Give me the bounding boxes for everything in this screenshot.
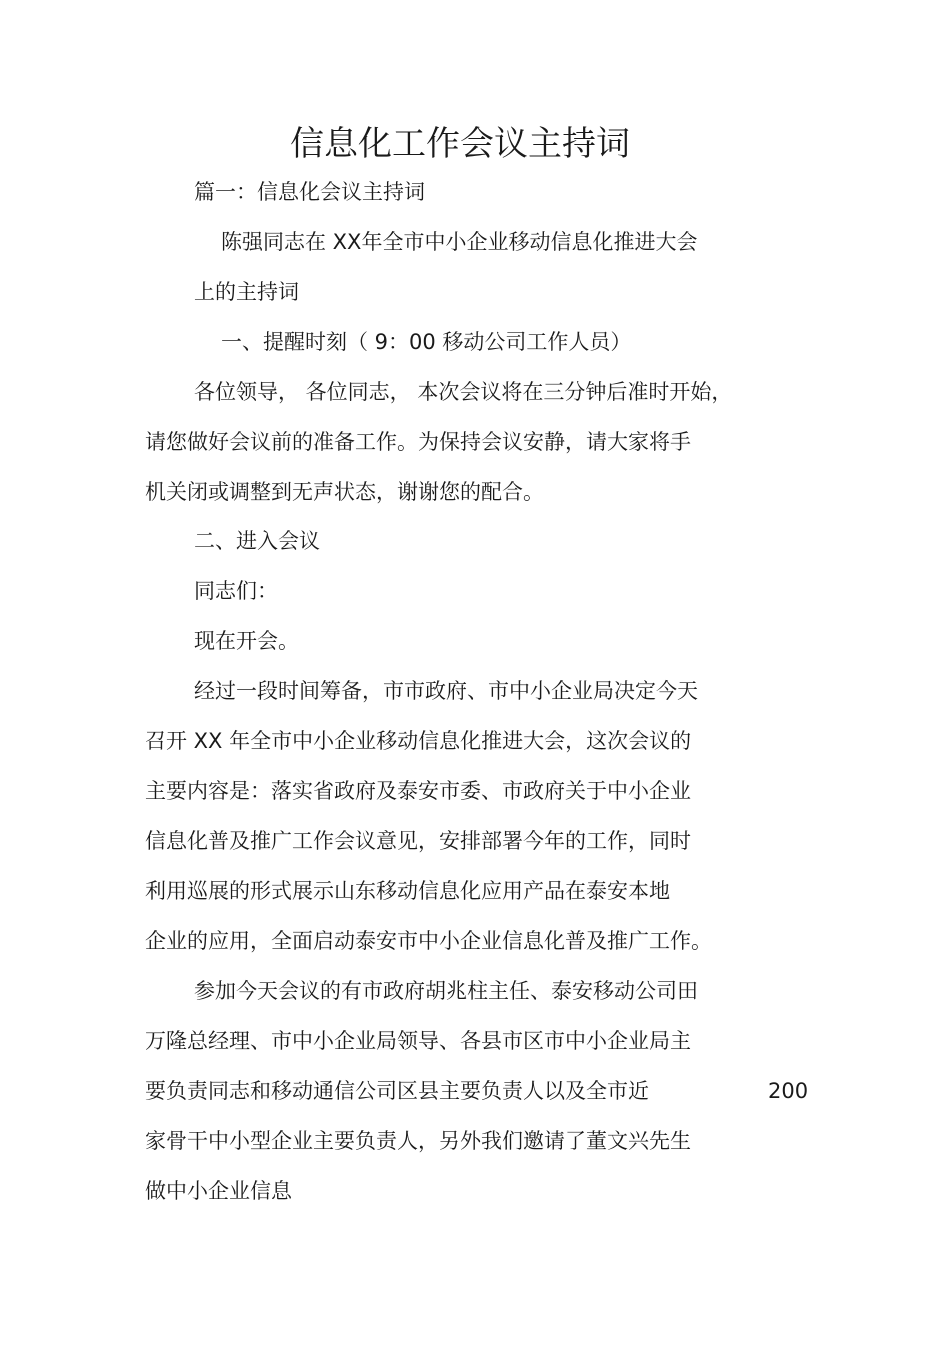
speech-title-line: 陈强同志在 XX年全市中小企业移动信息化推进大会 xyxy=(221,230,698,254)
section-heading: 篇一：信息化会议主持词 xyxy=(194,180,425,204)
subsection-heading: 二、进入会议 xyxy=(194,529,320,553)
paragraph-line: 利用巡展的形式展示山东移动信息化应用产品在泰安本地 xyxy=(145,879,670,903)
paragraph-line: 请您做好会议前的准备工作。为保持会议安静，请大家将手 xyxy=(145,430,691,454)
paragraph-line: 机关闭或调整到无声状态，谢谢您的配合。 xyxy=(145,480,544,504)
paragraph-line: 主要内容是：落实省政府及泰安市委、市政府关于中小企业 xyxy=(145,779,691,803)
paragraph-line: 信息化普及推广工作会议意见，安排部署今年的工作，同时 xyxy=(145,829,691,853)
paragraph-line: 现在开会。 xyxy=(194,629,299,653)
paragraph-line: 各位领导， 各位同志， 本次会议将在三分钟后准时开始， xyxy=(194,380,733,404)
paragraph-line: 同志们： xyxy=(194,579,278,603)
speech-title-line: 上的主持词 xyxy=(194,280,299,304)
paragraph-line: 企业的应用，全面启动泰安市中小企业信息化普及推广工作。 xyxy=(145,929,712,953)
paragraph-line: 万隆总经理、市中小企业局领导、各县市区市中小企业局主 xyxy=(145,1029,691,1053)
paragraph-line: 召开 XX 年全市中小企业移动信息化推进大会，这次会议的 xyxy=(145,729,692,753)
number-200: 200 xyxy=(768,1079,809,1103)
subsection-heading: 一、提醒时刻（ 9：00 移动公司工作人员） xyxy=(221,330,632,354)
paragraph-line: 家骨干中小型企业主要负责人，另外我们邀请了董文兴先生 xyxy=(145,1129,691,1153)
paragraph-line: 做中小企业信息 xyxy=(145,1179,292,1203)
document-title: 信息化工作会议主持词 xyxy=(290,124,630,164)
paragraph-line: 参加今天会议的有市政府胡兆柱主任、泰安移动公司田 xyxy=(194,979,698,1003)
paragraph-line: 经过一段时间筹备，市市政府、市中小企业局决定今天 xyxy=(194,679,698,703)
paragraph-line: 要负责同志和移动通信公司区县主要负责人以及全市近 xyxy=(145,1079,649,1103)
